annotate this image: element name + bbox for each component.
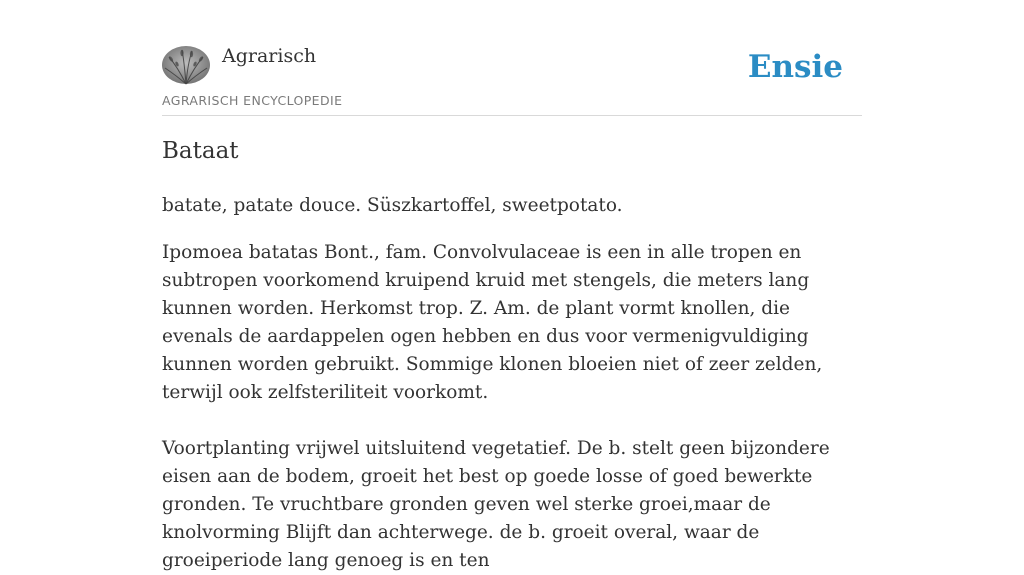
- article-paragraph: Voortplanting vrijwel uitsluitend vegetatief. De b. stelt geen bijzondere eisen aan de bodem, groeit het best op goede losse of goed bewerkte gronden. Te vruchtbare gronden geven wel sterke groei,maar de knolvorming Blijft dan achterwege. de b. groeit overal, waar de groeiperiode lang genoeg is en ten: [162, 438, 830, 571]
- header: [162, 0, 862, 116]
- article-paragraph: Ipomoea batatas Bont., fam. Convolvulaceae is een in alle tropen en subtropen voorkomend kruipend kruid met stengels, die meters lang kunnen worden. Herkomst trop. Z. Am. de plant vormt knollen, die evenals de aardappelen ogen hebben en dus voor vermenigvuldiging kunnen worden gebruikt. Sommige klonen bloeien niet of zeer zelden, terwijl ook zelfsteriliteit voorkomt.: [162, 242, 823, 403]
- wheat-illustration-icon[interactable]: [162, 46, 210, 84]
- source-name[interactable]: Agrarisch: [222, 45, 317, 67]
- synonyms-text: batate, patate douce. Süszkartoffel, sweetpotato.: [162, 195, 623, 216]
- source-subtitle[interactable]: AGRARISCH ENCYCLOPEDIE: [162, 93, 343, 108]
- article-body: [162, 192, 862, 575]
- brand-logo-link[interactable]: Ensie: [747, 49, 843, 85]
- paragraph-spacer: [162, 407, 862, 435]
- page-title: Bataat: [162, 138, 239, 164]
